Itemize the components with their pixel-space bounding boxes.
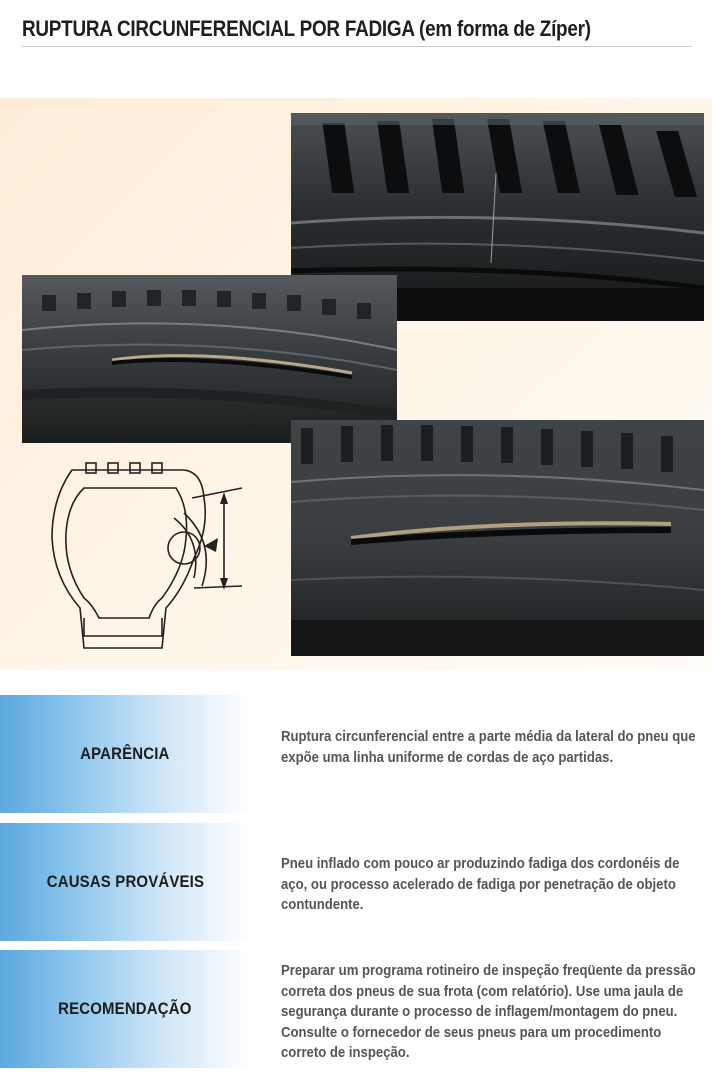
section-label: CAUSAS PROVÁVEIS: [46, 872, 204, 891]
photo-bottom: [291, 420, 704, 656]
section-text: Ruptura circunferencial entre a parte média da lateral do pneu que expõe uma linha uniforme de cordas de aço partidas.: [281, 729, 696, 766]
tire-cross-section-diagram: [44, 458, 254, 658]
title-divider: [22, 46, 692, 47]
section-text: Preparar um programa rotineiro de inspeção freqüente da pressão correta dos pneus de sua frota (com relatório). Use uma jaula de segurança durante o processo de inflagem/montagem do pneu. Consulte o fornecedor de seus pneus para um procedimento correto de inspeção.: [281, 963, 696, 1061]
section-label: RECOMENDAÇÃO: [58, 999, 192, 1018]
section-text: Pneu inflado com pouco ar produzindo fadiga dos cordonéis de aço, ou processo acelerado de fadiga por penetração de objeto contundente.: [281, 856, 680, 913]
section-label: APARÊNCIA: [80, 744, 170, 763]
photo-left: [22, 275, 397, 443]
page-title: RUPTURA CIRCUNFERENCIAL POR FADIGA (em forma de Zíper): [22, 16, 591, 41]
